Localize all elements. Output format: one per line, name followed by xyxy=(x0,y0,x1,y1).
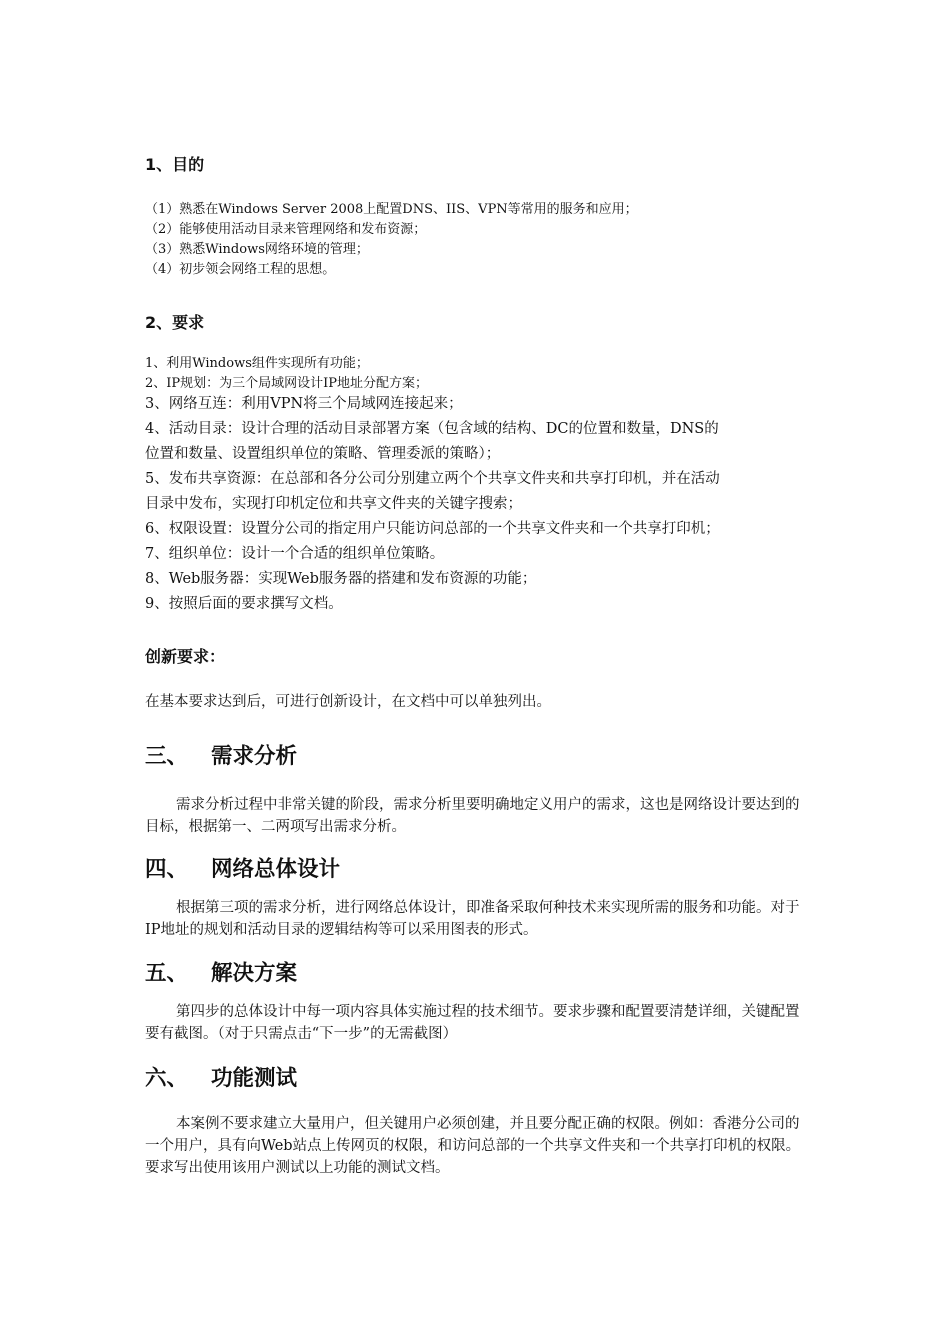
chapter-number: 六、 xyxy=(145,1066,189,1091)
chapter-body: 需求分析过程中非常关键的阶段，需求分析里要明确地定义用户的需求，这也是网络设计要达到的目标，根据第一、二两项写出需求分析。 xyxy=(145,797,800,835)
list-item: 6、权限设置：设置分公司的指定用户只能访问总部的一个共享文件夹和一个共享打印机； xyxy=(145,521,720,537)
list-item: 7、组织单位：设计一个合适的组织单位策略。 xyxy=(145,546,445,562)
chapter-heading-solution xyxy=(145,956,297,987)
chapter-body: 第四步的总体设计中每一项内容具体实施过程的技术细节。要求步骤和配置要清楚详细，关键配置要有截图。（对于只需点击“下一步”的无需截图） xyxy=(145,1004,800,1042)
list-item: 8、Web服务器：实现Web服务器的搭建和发布资源的功能； xyxy=(145,571,537,587)
list-item: （4）初步领会网络工程的思想。 xyxy=(145,262,336,277)
list-item: 4、活动目录：设计合理的活动目录部署方案（包含域的结构、DC的位置和数量，DNS的 xyxy=(145,421,719,437)
list-item: 位置和数量、设置组织单位的策略、管理委派的策略）； xyxy=(145,446,501,462)
chapter-heading-function-test xyxy=(145,1061,297,1092)
requirements-list-a xyxy=(145,354,428,394)
chapter-body: 根据第三项的需求分析，进行网络总体设计，即准备采取何种技术来实现所需的服务和功能。对于IP地址的规划和活动目录的逻辑结构等可以采用图表的形式。 xyxy=(145,900,800,938)
list-item: （1）熟悉在Windows Server 2008上配置DNS、IIS、VPN等常用的服务和应用； xyxy=(145,202,638,217)
chapter-heading-network-design xyxy=(145,852,340,883)
purpose-list xyxy=(145,200,638,280)
chapter-title: 需求分析 xyxy=(211,744,298,769)
list-item: （3）熟悉Windows网络环境的管理； xyxy=(145,242,369,257)
innovation-text: 在基本要求达到后，可进行创新设计，在文档中可以单独列出。 xyxy=(145,694,551,710)
requirements-list-b xyxy=(145,392,720,617)
list-item: 9、按照后面的要求撰写文档。 xyxy=(145,596,343,612)
chapter-heading-requirements-analysis xyxy=(145,739,297,770)
chapter-number: 五、 xyxy=(145,961,189,986)
list-item: 目录中发布，实现打印机定位和共享文件夹的关键字搜索； xyxy=(145,496,522,512)
list-item: 2、IP规划：为三个局域网设计IP地址分配方案； xyxy=(145,376,429,391)
chapter-number: 三、 xyxy=(145,744,189,769)
section-heading-purpose: 1、目的 xyxy=(145,155,205,174)
chapter-number: 四、 xyxy=(145,857,189,882)
chapter-title: 功能测试 xyxy=(211,1066,298,1091)
chapter-body: 本案例不要求建立大量用户，但关键用户必须创建，并且要分配正确的权限。例如：香港分公司的一个用户，具有向Web站点上传网页的权限，和访问总部的一个共享文件夹和一个共享打印机的权限。要求写出使用该用户测试以上功能的测试文档。 xyxy=(145,1116,801,1176)
chapter-title: 解决方案 xyxy=(211,961,298,986)
section-heading-innovation: 创新要求： xyxy=(145,647,226,666)
list-item: 1、利用Windows组件实现所有功能； xyxy=(145,356,369,371)
list-item: 3、网络互连：利用VPN将三个局域网连接起来； xyxy=(145,396,463,412)
section-heading-requirements: 2、要求 xyxy=(145,313,205,332)
list-item: 5、发布共享资源：在总部和各分公司分别建立两个个共享文件夹和共享打印机，并在活动 xyxy=(145,471,720,487)
chapter-title: 网络总体设计 xyxy=(211,857,341,882)
list-item: （2）能够使用活动目录来管理网络和发布资源； xyxy=(145,222,427,237)
